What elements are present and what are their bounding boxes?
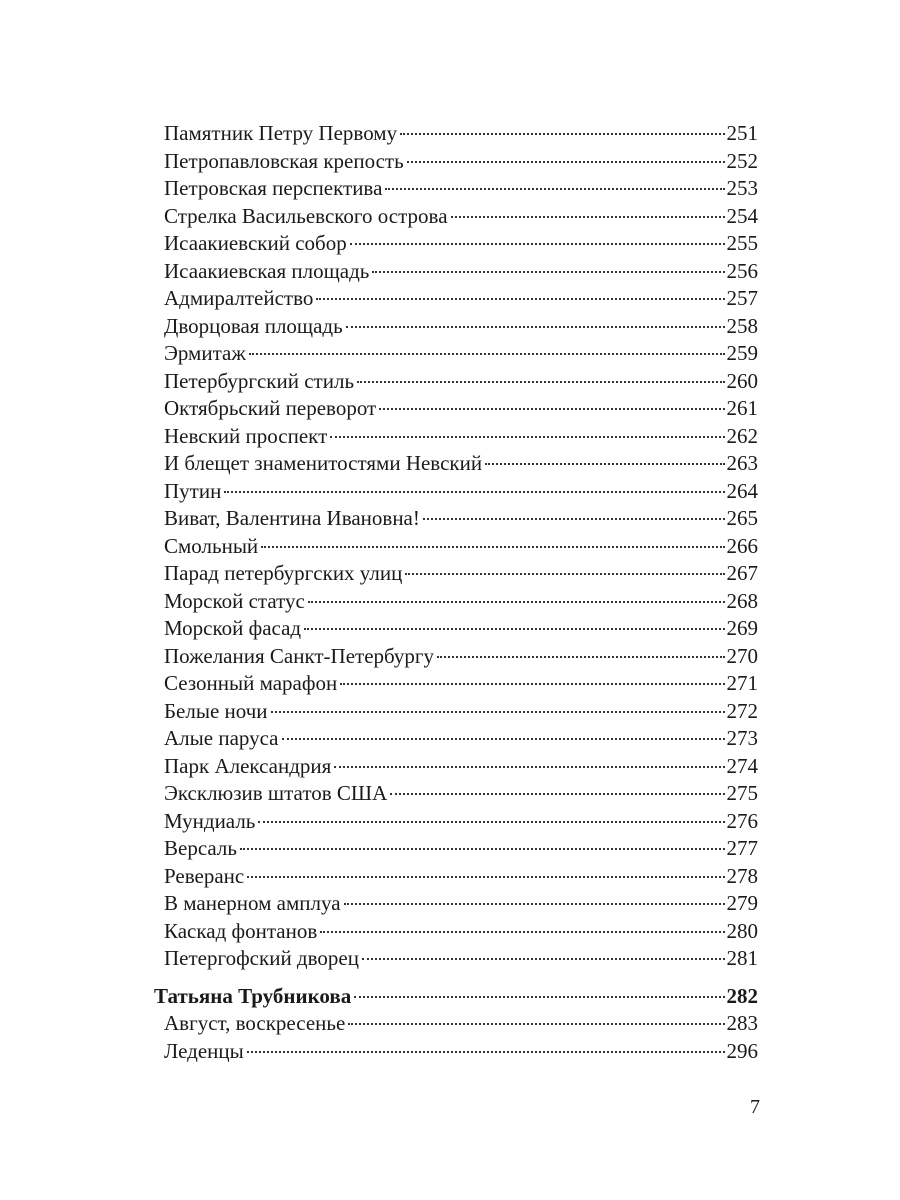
toc-entry-title: Каскад фонтанов [164, 918, 318, 943]
toc-entry-title: Невский проспект [164, 423, 328, 448]
toc-entry-page: 280 [726, 918, 758, 943]
toc-entry-title: Мундиаль [164, 808, 256, 833]
dot-leader [346, 326, 725, 328]
toc-entry [154, 175, 758, 203]
toc-entry-title: Леденцы [164, 1038, 244, 1063]
dot-leader [320, 931, 724, 933]
dot-leader [271, 711, 725, 713]
dot-leader [385, 188, 724, 190]
dot-leader [308, 601, 725, 603]
toc-entry-title: Путин [164, 478, 222, 503]
toc-entry [154, 753, 758, 781]
toc-entry-page: 263 [726, 451, 758, 475]
toc-entry-page: 264 [726, 478, 758, 503]
dot-leader [348, 1023, 724, 1025]
toc-entry [154, 890, 758, 918]
toc-entry-title: Август, воскресенье [164, 1011, 346, 1035]
toc-entry-page: 296 [726, 1038, 758, 1063]
toc-entry-title: Реверанс [164, 863, 245, 888]
toc-entry [154, 285, 758, 313]
toc-entry-page: 259 [726, 341, 758, 365]
page-number: 7 [750, 1096, 760, 1118]
toc-entry [154, 258, 758, 286]
toc-entry-page: 257 [726, 286, 758, 310]
toc-entry [154, 808, 758, 836]
dot-leader [400, 133, 724, 135]
dot-leader [405, 573, 724, 575]
dot-leader [407, 161, 725, 163]
toc-entry-title: Сезонный марафон [164, 671, 338, 695]
toc-entry-title: Исаакиевская площадь [164, 258, 370, 283]
dot-leader [357, 381, 724, 383]
toc-entry-page: 261 [726, 396, 758, 420]
toc-entry-title: Памятник Петру Первому [164, 121, 398, 145]
dot-leader [362, 958, 725, 960]
dot-leader [224, 491, 724, 493]
toc-entry-page: 270 [726, 643, 758, 668]
toc-entry [154, 615, 758, 643]
toc-entry-page: 256 [726, 258, 758, 283]
toc-entry-page: 262 [726, 423, 758, 448]
toc-entry [154, 533, 758, 561]
toc-entry-page: 275 [726, 781, 758, 805]
toc-entry-title: Петровская перспектива [164, 176, 383, 200]
toc-entry-title: Пожелания Санкт-Петербургу [164, 643, 435, 668]
dot-leader [372, 271, 724, 273]
toc-entry [154, 698, 758, 726]
toc-entry-page: 265 [726, 506, 758, 530]
toc-entry [154, 313, 758, 341]
toc-entry [154, 1010, 758, 1038]
toc-entry-page: 253 [726, 176, 758, 200]
toc-entry [154, 450, 758, 478]
toc-entry [154, 588, 758, 616]
dot-leader [316, 298, 724, 300]
toc-entry-title: Стрелка Васильевского острова [164, 203, 448, 228]
toc-entry-page: 251 [726, 121, 758, 145]
toc-entry-title: Петербургский стиль [164, 368, 355, 393]
toc-entry [154, 368, 758, 396]
toc-entry-title: Дворцовая площадь [164, 313, 343, 338]
toc-entry-title: Морской фасад [164, 616, 302, 640]
toc-entry [154, 863, 758, 891]
toc-entry-title: Петергофский дворец [164, 946, 359, 970]
toc-entry-page: 260 [726, 368, 758, 393]
toc-entry-title: Смольный [164, 533, 259, 558]
toc-entry [154, 780, 758, 808]
toc-entry-title: И блещет знаменитостями Невский [164, 451, 483, 475]
toc-entry [154, 395, 758, 423]
toc-entry-title: Татьяна Трубникова [154, 983, 352, 1008]
toc-entry-title: Адмиралтейство [164, 286, 314, 310]
dot-leader [261, 546, 724, 548]
toc-entry-page: 272 [726, 698, 758, 723]
toc-entry-title: Морской статус [164, 588, 305, 613]
dot-leader [423, 518, 725, 520]
toc-entry-page: 266 [726, 533, 758, 558]
toc-author-heading [154, 983, 758, 1011]
toc-entry-page: 273 [726, 726, 758, 750]
dot-leader [340, 683, 724, 685]
table-of-contents [154, 120, 758, 1065]
toc-entry-title: Белые ночи [164, 698, 268, 723]
dot-leader [451, 216, 725, 218]
toc-entry-page: 282 [726, 983, 758, 1008]
dot-leader [344, 903, 725, 905]
toc-entry [154, 423, 758, 451]
toc-entry-page: 283 [726, 1011, 758, 1035]
toc-entry [154, 1038, 758, 1066]
toc-entry-page: 252 [726, 148, 758, 173]
toc-entry [154, 918, 758, 946]
toc-entry [154, 835, 758, 863]
dot-leader [240, 848, 725, 850]
dot-leader [334, 766, 724, 768]
dot-leader [304, 628, 724, 630]
toc-entry-page: 281 [726, 946, 758, 970]
dot-leader [485, 463, 724, 465]
toc-entry [154, 670, 758, 698]
toc-entry-page: 276 [726, 808, 758, 833]
toc-entry-page: 255 [726, 231, 758, 255]
toc-entry-page: 279 [726, 891, 758, 915]
toc-entry [154, 505, 758, 533]
dot-leader [390, 793, 724, 795]
toc-entry-page: 269 [726, 616, 758, 640]
toc-entry [154, 148, 758, 176]
dot-leader [282, 738, 725, 740]
toc-entry-title: Версаль [164, 836, 237, 860]
dot-leader [330, 436, 724, 438]
toc-entry-page: 277 [726, 836, 758, 860]
toc-entry-title: Алые паруса [164, 726, 279, 750]
toc-entry-title: Петропавловская крепость [164, 148, 404, 173]
toc-entry-title: Эксклюзив штатов США [164, 781, 388, 805]
toc-entry [154, 120, 758, 148]
toc-entry [154, 945, 758, 973]
toc-entry-title: В манерном амплуа [164, 891, 341, 915]
dot-leader [354, 996, 724, 998]
dot-leader [258, 821, 724, 823]
toc-entry-page: 278 [726, 863, 758, 888]
toc-entry-title: Октябрьский переворот [164, 396, 377, 420]
toc-entry-page: 268 [726, 588, 758, 613]
toc-entry-title: Виват, Валентина Ивановна! [164, 506, 420, 530]
toc-entry-page: 258 [726, 313, 758, 338]
dot-leader [350, 243, 725, 245]
toc-entry-page: 271 [726, 671, 758, 695]
dot-leader [249, 353, 725, 355]
toc-entry-title: Эрмитаж [164, 341, 246, 365]
toc-entry [154, 340, 758, 368]
toc-entry [154, 478, 758, 506]
toc-entry-title: Исаакиевский собор [164, 231, 347, 255]
toc-entry-title: Парад петербургских улиц [164, 561, 403, 585]
dot-leader [247, 876, 724, 878]
toc-entry [154, 725, 758, 753]
dot-leader [247, 1051, 725, 1053]
toc-entry-page: 274 [726, 753, 758, 778]
toc-entry-title: Парк Александрия [164, 753, 332, 778]
toc-entry [154, 560, 758, 588]
toc-entry [154, 203, 758, 231]
toc-entry-page: 254 [726, 203, 758, 228]
dot-leader [379, 408, 724, 410]
dot-leader [437, 656, 724, 658]
toc-entry-page: 267 [726, 561, 758, 585]
toc-entry [154, 230, 758, 258]
toc-entry [154, 643, 758, 671]
